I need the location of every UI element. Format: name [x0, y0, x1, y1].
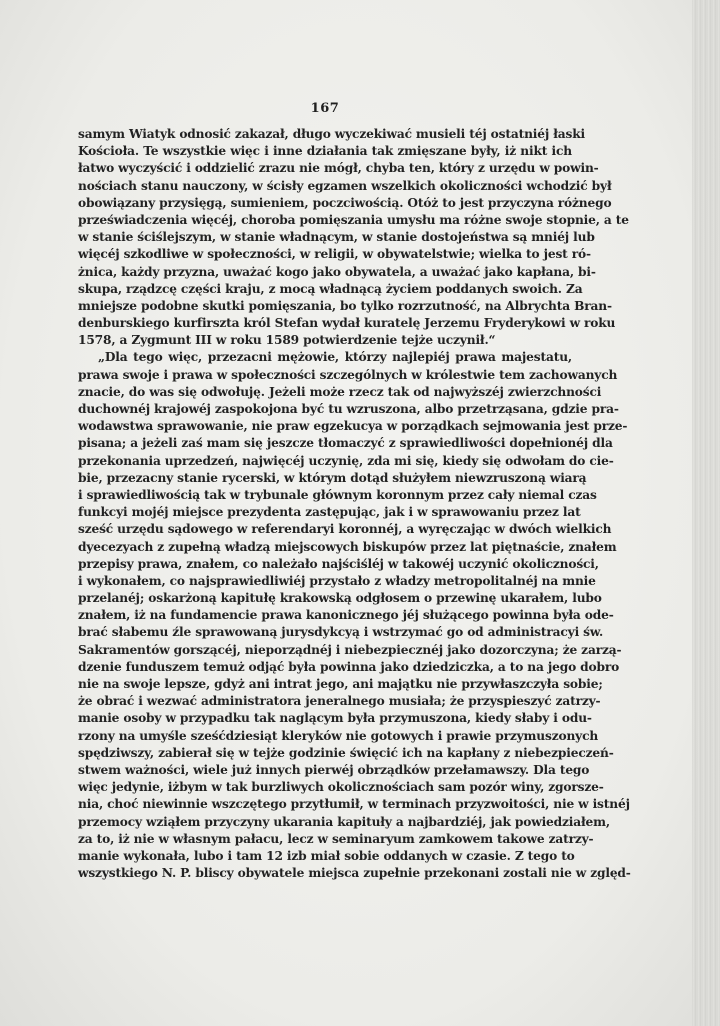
text-line: więcéj szkodliwe w społeczności, w religii, w obywatelstwie; wielka to jest ró- — [78, 247, 591, 262]
text-line: za to, iż nie w własnym pałacu, lecz w seminaryum zamkowem takowe zatrzy- — [78, 831, 594, 846]
text-line: przemocy wziąłem przyczyny ukarania kapituły a najbardziéj, jak powiedziałem, — [78, 814, 611, 829]
text-line: manie osoby w przypadku tak naglącym była przymuszona, kiedy słaby i odu- — [78, 711, 592, 726]
text-line: funkcyi mojéj miejsce prezydenta zastępując, jak i w sprawowaniu przez lat — [78, 505, 581, 520]
text-line: rzony na umyśle sześćdziesiąt kleryków nie gotowych i prawie przymuszonych — [78, 728, 599, 743]
text-line: pisana; a jeżeli zaś mam się jeszcze tłomaczyć z sprawiedliwości dopełnionéj dla — [78, 436, 613, 451]
text-line: przelanéj; oskarżoną kapitułę krakowską odgłosem o przewinę ukarałem, lubo — [78, 591, 602, 606]
text-line: nia, choć niewinnie wszczętego przytłumił, w terminach przyzwoitości, nie w istnéj — [78, 797, 630, 812]
text-line: „Dla tego więc, przezacni mężowie, którzy najlepiéj prawa majestatu, — [98, 350, 572, 365]
text-line: duchownéj krajowéj zaspokojona być tu wzruszona, albo przetrząsana, gdzie pra- — [78, 402, 619, 416]
text-line: mniejsze podobne skutki pomięszania, bo tylko rozrzutność, na Albrychta Bran- — [78, 298, 612, 313]
text-line: i sprawiedliwością tak w trybunale głównym koronnym przez cały niemal czas — [78, 487, 597, 502]
text-line: obowiązany przysięgą, sumieniem, poczciwością. Otóż to jest przyczyna różnego — [78, 195, 612, 210]
text-line: bie, przezacny stanie rycerski, w którym dotąd służyłem niewzruszoną wiarą — [78, 470, 587, 485]
text-line: znałem, iż na fundamencie prawa kanonicznego jéj służącego powinna była ode- — [78, 608, 614, 623]
text-line: skupa, rządzcę części kraju, z mocą władnącą życiem poddanych swoich. Za — [78, 281, 583, 296]
text-line: więc jedynie, iżbym w tak burzliwych okolicznościach sam pozór winy, zgorsze- — [78, 780, 604, 795]
text-line: nie na swoje lepsze, gdyż ani intrat jego, ani majątku nie przywłaszczyła sobie; — [78, 677, 603, 691]
text-line: i wykonałem, co najsprawiedliwiéj przystało z władzy metropolitalnéj na mnie — [78, 573, 596, 588]
text-line: manie wykonała, lubo i tam 12 izb miał sobie oddanych w czasie. Z tego to — [78, 848, 575, 863]
text-line: żnica, każdy przyzna, uważać kogo jako obywatela, a uważać jako kapłana, bi- — [78, 264, 596, 279]
text-line: stwem ważności, wiele już innych pierwéj obrządków przełamawszy. Dla tego — [78, 762, 590, 777]
text-line: Kościoła. Te wszystkie więc i inne działania tak zmięszane były, iż nikt ich — [78, 144, 572, 159]
text-line: dzenie funduszem temuż odjąć była powinna jako dziedziczka, a to na jego dobro — [78, 659, 620, 674]
text-line: wodawstwa sprawowanie, nie praw egzekucya w porządkach sejmowania jest prze- — [78, 419, 628, 434]
page-edge-shadow — [692, 0, 720, 1026]
text-line: przeświadczenia więcéj, choroba pomięszania umysłu ma różne swoje stopnie, a te — [78, 212, 629, 227]
text-line: brać słabemu źle sprawowaną jurysdykcyą i wstrzymać go od administracyi św. — [78, 625, 604, 640]
text-line: denburskiego kurfirszta król Stefan wydał kuratelę Jerzemu Fryderykowi w roku — [78, 316, 616, 331]
text-line: w stanie ściślejszym, w stanie władnącym, w stanie dostojeństwa są mniéj lub — [78, 230, 595, 245]
text-line: nościach stanu nauczony, w ścisły egzamen wszelkich okoliczności wchodzić był — [78, 178, 612, 193]
text-line: przepisy prawa, znałem, co należało najściśléj w takowéj uczynić okoliczności, — [78, 556, 599, 571]
text-line: łatwo wyczyścić i oddzielić zrazu nie mógł, chyba ten, który z urzędu w powin- — [78, 161, 599, 176]
text-line: wszystkiego N. P. bliscy obywatele miejsca zupełnie przekonani zostali nie w zględ- — [78, 866, 631, 881]
page-number: 167 — [310, 101, 340, 116]
text-line: 1578, a Zygmunt III w roku 1589 potwierdzenie tejże uczynił.“ — [78, 333, 496, 348]
text-line: prawa swoje i prawa w społeczności szczególnych w królestwie tem zachowanych — [78, 367, 618, 382]
text-line: spędziwszy, zabierał się w tejże godzinie święcić ich na kapłany z niebezpieczeń- — [78, 745, 614, 760]
text-line: sześć urzędu sądowego w referendaryi koronnéj, a wyręczając w dwóch wielkich — [78, 522, 612, 537]
text-line: Sakramentów gorszącéj, nieporządnéj i niebezpiecznéj jako dozorczyna; że zarzą- — [78, 642, 622, 657]
body-text — [78, 126, 631, 882]
text-line: samym Wiatyk odnosić zakazał, długo wyczekiwać musieli téj ostatniéj łaski — [78, 127, 585, 141]
text-line: przekonania uprzedzeń, najwięcéj uczynię, zda mi się, kiedy się odwołam do cie- — [78, 453, 614, 468]
text-line: dyecezyach z zupełną władzą miejscowych biskupów przez lat piętnaście, znałem — [78, 539, 617, 554]
text-line: znacie, do was się odwołuję. Jeżeli może rzecz tak od najwyższéj zwierzchności — [78, 384, 602, 399]
text-line: że obrać i wezwać administratora jeneralnego musiała; że przyspieszyć zatrzy- — [78, 694, 601, 709]
